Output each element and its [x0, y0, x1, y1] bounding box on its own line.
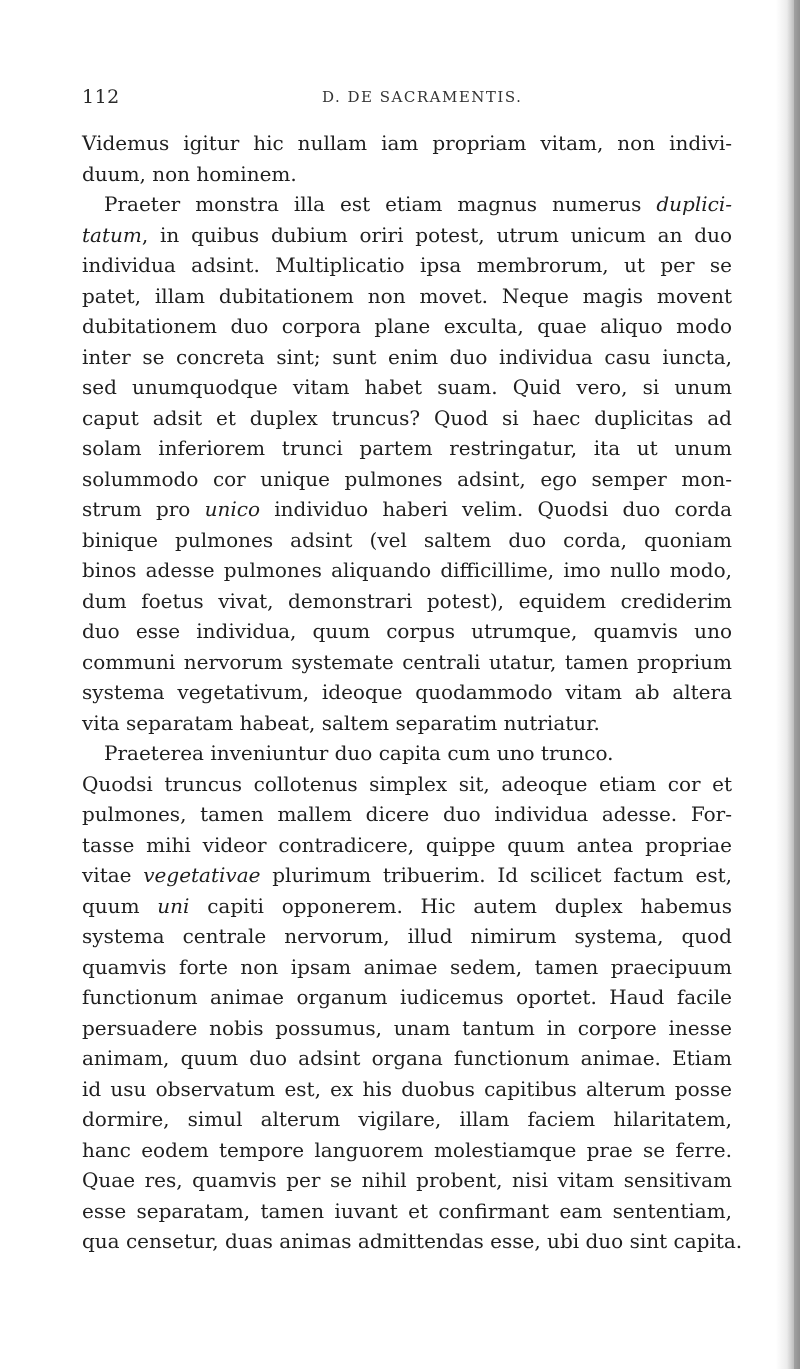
text-line: solam inferiorem trunci partem restringatur, ita ut unum	[82, 436, 732, 460]
text-line: patet, illam dubitationem non movet. Neque magis movent	[82, 283, 732, 308]
text-line: hanc eodem tempore languorem molestiamque prae se ferre.	[82, 1137, 732, 1162]
text-line: id usu observatum est, ex his duobus capitibus alterum posse	[82, 1076, 732, 1101]
text-line: quamvis forte non ipsam animae sedem, tamen praecipuum	[82, 954, 732, 979]
text-line: systema vegetativum, ideoque quodammodo vitam ab altera	[82, 680, 732, 704]
italic-word: uni	[157, 893, 190, 918]
text-line: systema centrale nervorum, illud nimirum systema, quod	[82, 924, 732, 948]
text-line: inter se concreta sint; sunt enim duo individua casu iuncta,	[82, 344, 732, 369]
text-line: dormire, simul alterum vigilare, illam faciem hilaritatem,	[82, 1107, 732, 1131]
text-line: Quae res, quamvis per se nihil probent, nisi vitam sensitivam	[82, 1168, 732, 1192]
text-line: duo esse individua, quum corpus utrumque, quamvis uno	[82, 619, 732, 643]
page-header	[82, 86, 722, 112]
text-line: Praeterea inveniuntur duo capita cum uno trunco.	[104, 741, 614, 765]
text-line: communi nervorum systemate centrali utatur, tamen proprium	[82, 649, 732, 674]
text-line: functionum animae organum iudicemus oportet. Haud facile	[82, 985, 732, 1009]
page-binding-edge	[794, 0, 800, 1369]
text-line: duum, non hominem.	[82, 161, 297, 186]
text-line: binique pulmones adsint (vel saltem duo corda, quoniam	[82, 527, 732, 552]
text-line: dubitationem duo corpora plane exculta, quae aliquo modo	[82, 314, 732, 338]
body-text	[82, 128, 743, 1257]
italic-word: unico	[204, 497, 260, 521]
text-line: binos adesse pulmones aliquando difficillime, imo nullo modo,	[82, 558, 732, 582]
text-line: tasse mihi videor contradicere, quippe quum antea propriae	[82, 832, 732, 857]
italic-word: tatum	[82, 222, 142, 247]
text-line: animam, quum duo adsint organa functionum animae. Etiam	[82, 1046, 732, 1070]
text-line: tatum, in quibus dubium oriri potest, utrum unicum an duo	[82, 222, 732, 247]
text-line: qua censetur, duas animas admittendas esse, ubi duo sint capita.	[82, 1229, 743, 1253]
running-head: D. DE SACRAMENTIS.	[322, 88, 523, 106]
text-line: quum uni capiti opponerem. Hic autem duplex habemus	[82, 893, 733, 918]
text-line: persuadere nobis possumus, unam tantum in corpore inesse	[82, 1015, 732, 1040]
text-line: caput adsit et duplex truncus? Quod si haec duplicitas ad	[82, 405, 732, 430]
text-line: vitae vegetativae plurimum tribuerim. Id scilicet factum est,	[82, 863, 732, 887]
text-line: vita separatam habeat, saltem separatim nutriatur.	[82, 710, 600, 735]
text-line: Quodsi truncus collotenus simplex sit, adeoque etiam cor et	[82, 771, 732, 796]
text-line: individua adsint. Multiplicatio ipsa membrorum, ut per se	[82, 253, 732, 277]
text-line: esse separatam, tamen iuvant et confirmant eam sententiam,	[82, 1198, 732, 1223]
text-line: strum pro unico individuo haberi velim. Quodsi duo corda	[82, 497, 732, 521]
italic-word: duplici-	[656, 192, 732, 216]
italic-word: vegetativae	[143, 863, 261, 887]
text-line: solummodo cor unique pulmones adsint, ego semper mon-	[82, 466, 732, 491]
text-line: sed unumquodque vitam habet suam. Quid vero, si unum	[82, 375, 732, 399]
text-line: Praeter monstra illa est etiam magnus numerus duplici-	[104, 192, 732, 216]
text-line: Videmus igitur hic nullam iam propriam vitam, non indivi-	[82, 131, 732, 155]
text-line: dum foetus vivat, demonstrari potest), equidem crediderim	[82, 588, 732, 613]
page-number: 112	[82, 86, 120, 108]
text-line: pulmones, tamen mallem dicere duo individua adesse. For-	[82, 802, 732, 826]
